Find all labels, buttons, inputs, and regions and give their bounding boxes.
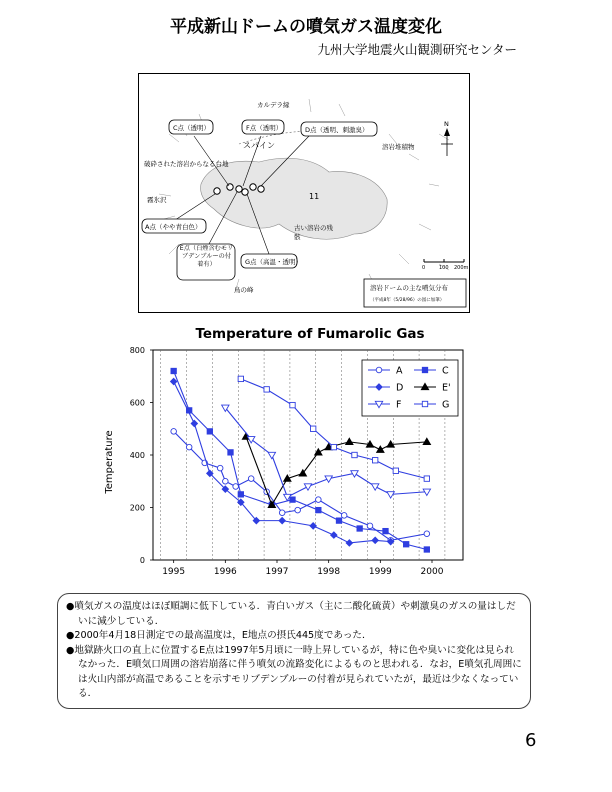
lava-dome-map	[138, 73, 470, 313]
data-point	[310, 426, 315, 431]
svg-text:100: 100	[439, 265, 449, 271]
notes-box	[57, 593, 531, 709]
chart-ylabel: Temperature	[104, 430, 115, 494]
series-line	[225, 408, 427, 497]
data-point	[279, 510, 285, 516]
x-tick-label: 2000	[420, 567, 444, 577]
note-3: ●地獄跡火口の直上に位置するE点は1997年5月頃に一時上昇しているが，特に色や臭いに変化は見られなかった．E噴気口周囲の溶岩崩落に伴う噴気の流路変化によるものと思われる．なお，E噴気孔周囲には火山内部が高温であることを示すモリブデンブルーの付着が見られていたが，最近は少なくなっている．	[66, 644, 522, 699]
data-point	[207, 429, 212, 434]
legend-label: A	[396, 365, 403, 377]
data-point	[331, 444, 336, 449]
data-point	[383, 528, 388, 533]
label-peak: 鳥の峰	[234, 286, 254, 294]
chart-svg	[100, 322, 520, 592]
label-point-g: G点（高温・透明）	[245, 258, 303, 266]
data-point	[290, 402, 295, 407]
label-point-f: F点（透明）	[246, 124, 283, 132]
page-title: 平成新山ドームの噴気ガス温度変化	[170, 17, 442, 37]
label-northwest-plateau: 破砕された溶岩からなる台地	[144, 160, 229, 168]
data-point	[170, 378, 176, 384]
map-drawing	[139, 74, 469, 312]
data-point	[290, 497, 295, 502]
y-tick-label: 200	[129, 503, 145, 513]
data-point	[171, 429, 177, 435]
legend-label: E'	[442, 382, 451, 394]
label-point-c: C点（透明）	[173, 124, 211, 132]
legend-label: F	[396, 399, 402, 411]
data-point	[346, 438, 353, 444]
data-point	[422, 401, 427, 406]
data-point	[171, 368, 176, 373]
x-tick-label: 1999	[368, 567, 392, 577]
data-point	[357, 526, 362, 531]
data-point	[238, 492, 243, 497]
label-mizunashi: 霧氷沢	[147, 196, 167, 204]
label-point-d: D点（透明、刺激臭）	[305, 126, 369, 134]
label-spine: スパイン	[243, 141, 275, 150]
data-point	[310, 523, 316, 529]
data-point	[279, 517, 285, 523]
data-point	[372, 458, 377, 463]
note-1: ●噴気ガスの温度はほぼ順調に低下している．青白いガス（主に二酸化硫黄）や刺激臭のガスの量はしだいに減少している．	[66, 601, 516, 627]
x-axis-ticks	[162, 560, 444, 577]
data-point	[228, 450, 233, 455]
y-tick-label: 0	[139, 556, 145, 565]
scale-bar	[422, 259, 469, 271]
page-subtitle: 九州大学地震火山観測研究センター	[317, 42, 517, 57]
data-point	[295, 507, 301, 513]
label-lobe: 11	[309, 192, 320, 201]
data-point	[264, 387, 269, 392]
svg-text:N: N	[444, 120, 449, 128]
data-point	[223, 478, 229, 484]
x-tick-label: 1995	[162, 567, 186, 577]
y-tick-label: 800	[129, 346, 145, 355]
label-deposit: 溶岩堆積物	[382, 143, 415, 151]
data-point	[393, 468, 398, 473]
data-point	[422, 367, 427, 372]
data-point	[331, 532, 337, 538]
label-old-lava: 古い溶岩の残骸	[294, 224, 333, 241]
data-point	[352, 452, 357, 457]
y-tick-label: 400	[129, 451, 145, 460]
series-f	[222, 405, 431, 501]
legend-label: C	[442, 365, 449, 377]
data-point	[191, 420, 197, 426]
north-arrow-icon	[441, 120, 453, 156]
legend-label: G	[442, 399, 450, 411]
data-point	[233, 484, 239, 490]
legend-label: D	[396, 382, 404, 394]
svg-text:0: 0	[422, 265, 426, 271]
y-tick-label: 600	[129, 398, 145, 408]
data-point	[268, 452, 275, 458]
data-point	[341, 513, 347, 519]
data-point	[371, 484, 378, 490]
data-point	[186, 444, 192, 450]
data-point	[367, 523, 373, 529]
data-point	[316, 507, 321, 512]
x-tick-label: 1997	[265, 567, 289, 577]
label-caldera-rim: カルデラ縁	[257, 101, 290, 109]
chart-legend	[362, 360, 458, 416]
data-point	[424, 547, 429, 552]
data-point	[336, 518, 341, 523]
y-axis-ticks	[130, 346, 153, 565]
page-number: 6	[525, 730, 537, 751]
label-point-e: E点（白煙含むモリブデンブルーの付着有）	[179, 245, 234, 268]
map-caption: 溶岩ドームの主な噴気分布	[370, 284, 448, 292]
data-point	[304, 484, 311, 490]
data-point	[316, 497, 322, 503]
data-point	[372, 537, 378, 543]
data-point	[248, 476, 254, 482]
temperature-chart	[100, 322, 520, 592]
label-point-a: A点（やや青白色）	[145, 223, 202, 231]
data-point	[376, 367, 382, 373]
map-caption-sub: （平成8年（5/28/96）の図に加筆）	[370, 298, 445, 303]
data-point	[377, 446, 384, 452]
data-point	[424, 531, 430, 537]
svg-text:200m: 200m	[454, 265, 469, 271]
data-point	[423, 438, 430, 444]
data-point	[403, 542, 408, 547]
data-point	[217, 465, 223, 471]
x-tick-label: 1998	[317, 567, 341, 577]
data-point	[424, 476, 429, 481]
x-tick-label: 1996	[213, 567, 237, 577]
data-point	[346, 540, 352, 546]
data-point	[238, 376, 243, 381]
chart-title: Temperature of Fumarolic Gas	[195, 326, 425, 342]
note-2: ●2000年4月18日測定での最高温度は，E地点の摂氏445度であった．	[66, 630, 372, 641]
